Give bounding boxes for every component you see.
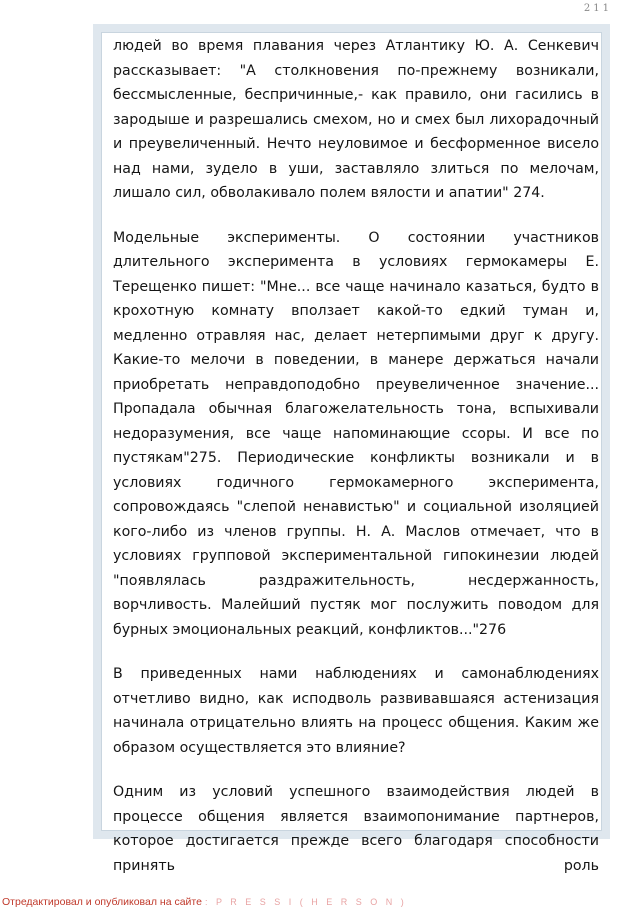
paragraph-1: людей во время плавания через Атлантику Ю. А. Сенкевич рассказывает: "А столкновения по-прежнему возникали, бессмысленные, беспричинные,- как правило, они гасились в зародыше и разрешались смехом, но и смех был лихорадочный и преувеличенный. Нечто неуловимое и бесформенное висело над нами, зудело в уши, заставляло злиться по мелочам, лишало сил, обволакивало полем вялости и апатии" 274.: [113, 38, 599, 201]
text-body: [113, 34, 599, 878]
footer-site-link[interactable]: : P R E S S I ( H E R S O N ): [204, 897, 407, 907]
footer-label: Отредактировал и опубликовал на сайте: [2, 896, 202, 908]
page-number: 211: [583, 3, 612, 14]
paragraph-2: Модельные эксперименты. О состоянии участников длительного эксперимента в условиях гермокамеры Е. Терещенко пишет: "Мне... все чаще начинало казаться, будто в крохотную комнату вползает какой-то едкий туман и, медленно отравляя нас, делает нетерпимыми друг к другу. Какие-то мелочи в поведении, в манере держаться начали приобретать неправдоподобно преувеличенное значение... Пропадала обычная благожелательность тона, вспыхивали недоразумения, все чаще напоминающие ссоры. И все по пустякам"275. Периодические конфликты возникали и в условиях годичного гермокамерного эксперимента, сопровождаясь "слепой ненавистью" и социальной изоляцией кого-либо из членов группы. Н. А. Маслов отмечает, что в условиях групповой экспериментальной гипокинезии людей "появлялась раздражительность, несдержанность, ворчливость. Малейший пустяк мог послужить поводом для бурных эмоциональных реакций, конфликтов..."276: [113, 229, 599, 638]
paragraph-3: В приведенных нами наблюдениях и самонаблюдениях отчетливо видно, как исподволь развивавшаяся астенизация начинала отрицательно влиять на процесс общения. Каким же образом осуществляется это влияние?: [113, 666, 599, 756]
footer-credit: [2, 896, 407, 908]
paragraph-4: Одним из условий успешного взаимодействия людей в процессе общения является взаимопонимание партнеров, которое достигается прежде всего благодаря способности принять роль: [113, 784, 599, 874]
